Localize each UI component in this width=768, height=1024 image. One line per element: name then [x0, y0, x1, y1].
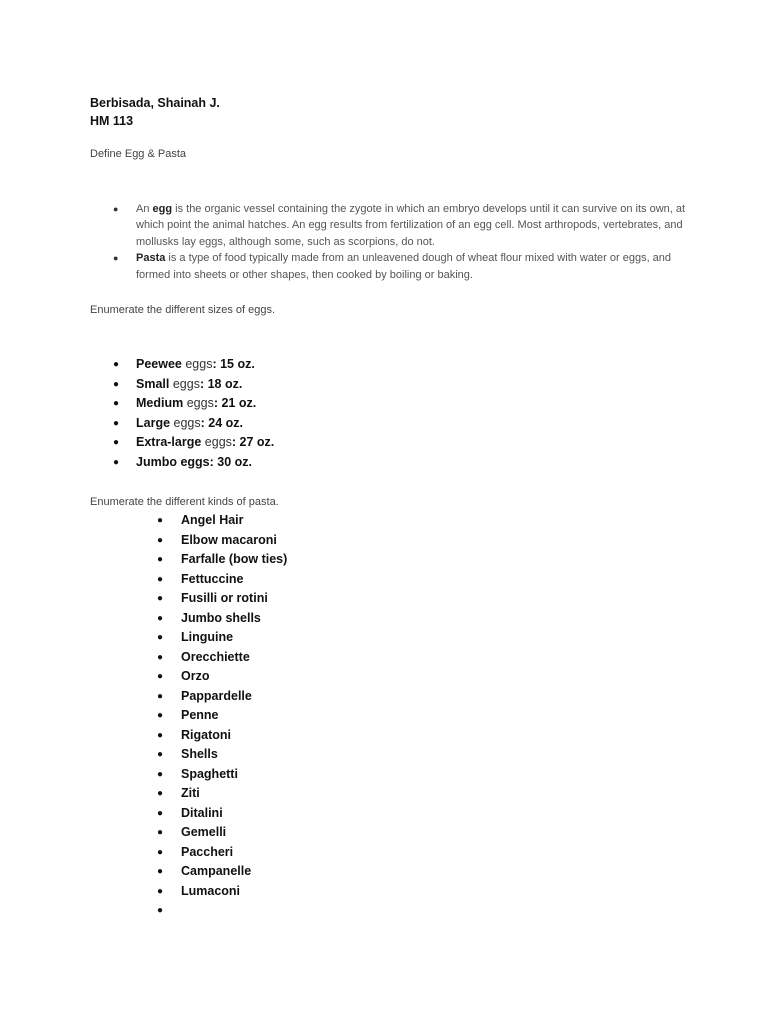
- pasta-item: ● Spaghetti: [157, 765, 287, 785]
- bullet-icon: ●: [113, 398, 120, 409]
- bullet-icon: ●: [113, 253, 119, 264]
- pasta-item: ● Fettuccine: [157, 570, 287, 590]
- bullet-icon: ●: [157, 593, 164, 604]
- bullet-icon: ●: [157, 807, 164, 819]
- bullet-icon: ●: [157, 788, 164, 799]
- bullet-icon: ●: [113, 437, 120, 448]
- bullet-icon: ●: [157, 827, 164, 838]
- pasta-item: ● Angel Hair: [157, 511, 287, 531]
- egg-sizes-list: [113, 355, 274, 472]
- course-code: HM 113: [90, 114, 134, 128]
- bullet-icon: ●: [157, 885, 164, 897]
- bullet-icon: ●: [157, 573, 164, 585]
- document-header: [90, 94, 220, 130]
- bullet-icon: ●: [157, 534, 164, 546]
- student-name: Berbisada, Shainah J.: [90, 96, 220, 110]
- question-egg-sizes: Enumerate the different sizes of eggs.: [90, 304, 276, 316]
- pasta-item: ● Orecchiette: [157, 648, 287, 668]
- pasta-item: ● Farfalle (bow ties): [157, 550, 287, 570]
- pasta-item: ● Paccheri: [157, 843, 287, 863]
- bullet-icon: ●: [113, 456, 120, 468]
- egg-size-item: ● Jumbo eggs: 30 oz.: [113, 453, 274, 473]
- pasta-item: ● Rigatoni: [157, 726, 287, 746]
- bullet-icon: ●: [157, 515, 164, 526]
- pasta-item: ● Shells: [157, 745, 287, 765]
- bullet-icon: ●: [157, 768, 164, 780]
- egg-size-item: ● Large eggs: 24 oz.: [113, 414, 274, 434]
- pasta-item-empty: [157, 901, 287, 921]
- pasta-item: ● Campanelle: [157, 862, 287, 882]
- question-define: Define Egg & Pasta: [90, 148, 187, 160]
- egg-size-item: ● Small eggs: 18 oz.: [113, 375, 274, 395]
- pasta-item: ● Ziti: [157, 784, 287, 804]
- bullet-icon: ●: [157, 866, 164, 877]
- term-pasta: Pasta: [136, 252, 166, 265]
- definition-egg: ● An egg is the organic vessel containing the zygote in which an embryo develops until it can survive on its own, at which point the animal hatches. An egg results from fertilization of an egg cell. Most arthropods, vertebrates, and mollusks lay eggs, although some, such as scorpions, do not.: [113, 203, 686, 248]
- pasta-kinds-list: [157, 511, 287, 921]
- egg-size-item: ● Peewee eggs: 15 oz.: [113, 355, 274, 375]
- pasta-item: ● Ditalini: [157, 804, 287, 824]
- pasta-item: ● Elbow macaroni: [157, 531, 287, 551]
- bullet-icon: ●: [157, 846, 164, 858]
- bullet-icon: ●: [157, 690, 164, 702]
- pasta-item: ● Jumbo shells: [157, 609, 287, 629]
- bullet-icon: ●: [157, 651, 164, 663]
- bullet-icon: ●: [157, 905, 164, 916]
- bullet-icon: ●: [157, 554, 164, 565]
- bullet-icon: ●: [113, 417, 120, 429]
- pasta-item: ● Fusilli or rotini: [157, 589, 287, 609]
- definition-pasta: ● Pasta is a type of food typically made from an unleavened dough of wheat flour mixed with water or eggs, and formed into sheets or other shapes, then cooked by boiling or baking.: [113, 252, 672, 281]
- bullet-icon: ●: [157, 729, 164, 741]
- bullet-icon: ●: [157, 671, 164, 682]
- pasta-item: ● Orzo: [157, 667, 287, 687]
- pasta-item: ● Pappardelle: [157, 687, 287, 707]
- bullet-icon: ●: [113, 359, 120, 370]
- egg-size-item: ● Medium eggs: 21 oz.: [113, 394, 274, 414]
- bullet-icon: ●: [157, 710, 164, 721]
- bullet-icon: ●: [157, 612, 164, 624]
- egg-size-item: ● Extra-large eggs: 27 oz.: [113, 433, 274, 453]
- definitions-list: [113, 201, 688, 283]
- bullet-icon: ●: [113, 378, 120, 390]
- pasta-item: ● Lumaconi: [157, 882, 287, 902]
- term-egg: egg: [152, 203, 173, 215]
- pasta-item: ● Gemelli: [157, 823, 287, 843]
- question-pasta-kinds: Enumerate the different kinds of pasta.: [90, 496, 279, 508]
- pasta-item: ● Penne: [157, 706, 287, 726]
- bullet-icon: ●: [157, 632, 164, 643]
- pasta-item: ● Linguine: [157, 628, 287, 648]
- bullet-icon: ●: [113, 204, 119, 214]
- bullet-icon: ●: [157, 749, 164, 760]
